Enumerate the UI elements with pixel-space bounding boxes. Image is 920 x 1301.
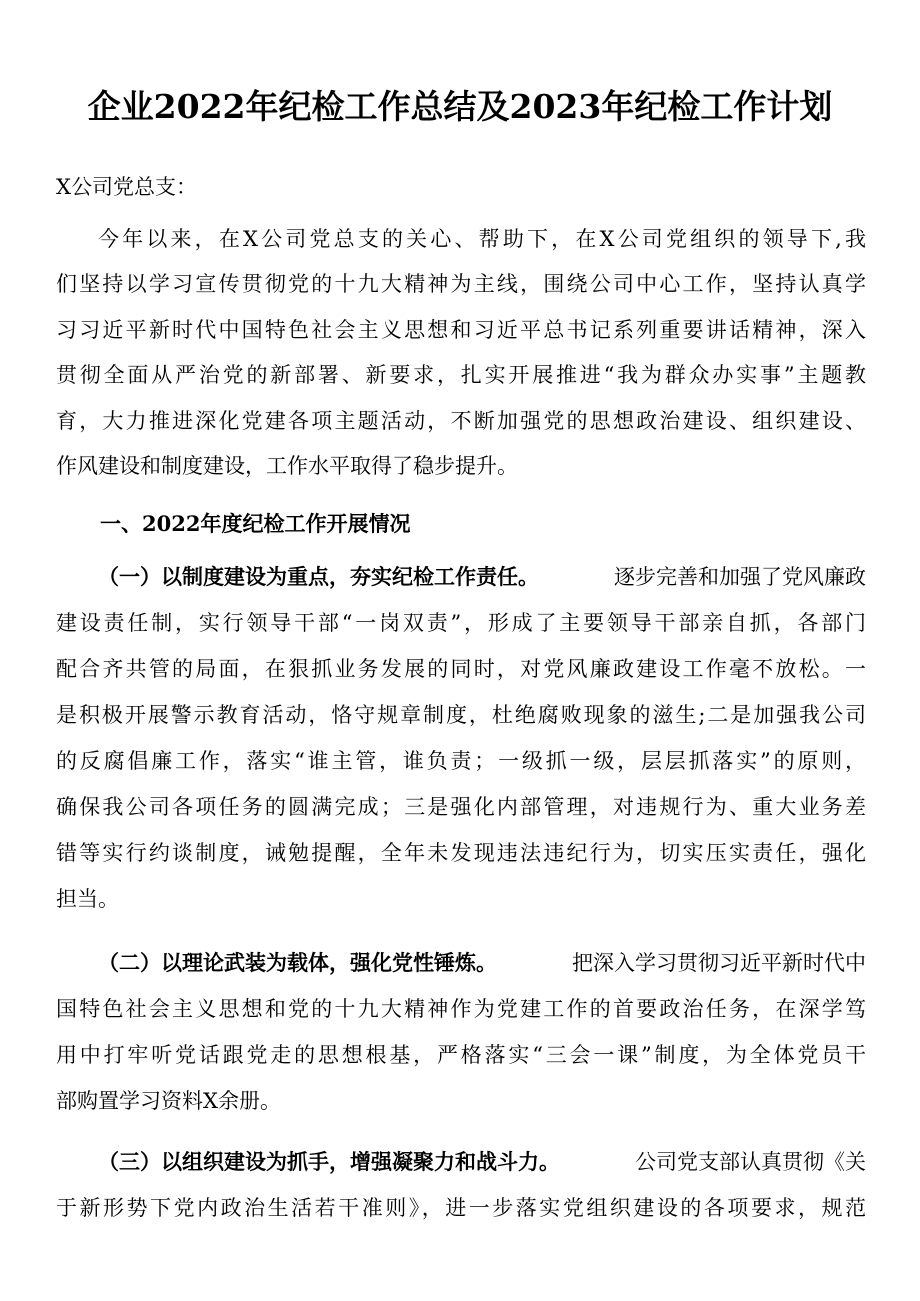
item1-line: 逐步完善和加强了党风廉政 <box>614 565 866 589</box>
intro-line: 贯彻全面从严治党的新部署、新要求，扎实开展推进“我为群众办实事”主题教 <box>56 363 866 387</box>
item1-line: 确保我公司各项任务的圆满完成；三是强化内部管理，对违规行为、重大业务差 <box>56 795 866 819</box>
item2-first-line <box>98 948 866 978</box>
item3-first-line <box>98 1147 866 1177</box>
item3-heading: （三）以组织建设为抓手，增强凝聚力和战斗力。 <box>98 1149 560 1174</box>
item2-heading: （二）以理论武装为载体，强化党性锤炼。 <box>98 950 497 975</box>
item2-line: 用中打牢听党话跟党走的思想根基，严格落实“三会一课”制度，为全体党员干 <box>56 1043 866 1067</box>
intro-line: 们坚持以学习宣传贯彻党的十九大精神为主线，围绕公司中心工作，坚持认真学 <box>56 272 866 296</box>
item3-line: 公司党支部认真贯彻《关 <box>635 1150 866 1174</box>
item1-first-line <box>98 562 866 592</box>
item2-line: 把深入学习贯彻习近平新时代中 <box>572 951 866 975</box>
document-title: 企业2022年纪检工作总结及2023年纪检工作计划 <box>87 87 833 126</box>
section-heading: 一、2022年度纪检工作开展情况 <box>100 511 411 536</box>
intro-line: 今年以来，在X公司党总支的关心、帮助下，在X公司党组织的领导下,我 <box>98 227 866 251</box>
item1-heading: （一）以制度建设为重点，夯实纪检工作责任。 <box>98 564 539 589</box>
intro-line: 作风建设和制度建设，工作水平取得了稳步提升。 <box>56 454 518 478</box>
item1-line: 建设责任制，实行领导干部“一岗双责”，形成了主要领导干部亲自抓，各部门 <box>56 611 866 635</box>
item3-line: 于新形势下党内政治生活若干准则》，进一步落实党组织建设的各项要求，规范 <box>56 1196 866 1220</box>
intro-line: 育，大力推进深化党建各项主题活动，不断加强党的思想政治建设、组织建设、 <box>56 409 866 433</box>
item1-line: 是积极开展警示教育活动，恪守规章制度，杜绝腐败现象的滋生;二是加强我公司 <box>56 703 866 727</box>
intro-line: 习习近平新时代中国特色社会主义思想和习近平总书记系列重要讲话精神，深入 <box>56 318 866 342</box>
salutation: X公司党总支： <box>56 175 197 199</box>
item1-line: 的反腐倡廉工作，落实“谁主管，谁负责；一级抓一级，层层抓落实”的原则， <box>56 749 866 773</box>
item1-line: 担当。 <box>56 887 119 911</box>
item1-line: 错等实行约谈制度，诫勉提醒，全年未发现违法违纪行为，切实压实责任，强化 <box>56 841 866 865</box>
item2-line: 部购置学习资料X余册。 <box>56 1089 281 1113</box>
item2-line: 国特色社会主义思想和党的十九大精神作为党建工作的首要政治任务，在深学笃 <box>56 997 866 1021</box>
item1-line: 配合齐共管的局面，在狠抓业务发展的同时，对党风廉政建设工作毫不放松。一 <box>56 657 866 681</box>
